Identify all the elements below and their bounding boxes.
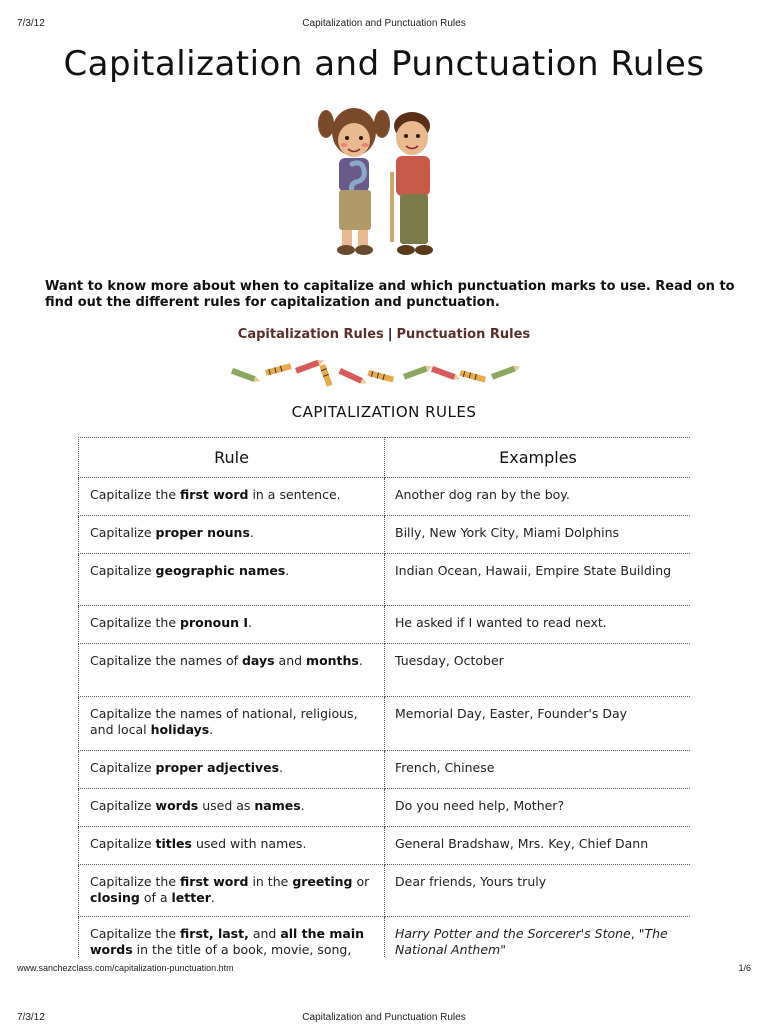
cell-text: . [285, 563, 290, 578]
cell-text: Capitalize [90, 525, 156, 540]
cell-text: used as [198, 798, 255, 813]
cell-text: Capitalize the [90, 926, 181, 941]
cell-text: . [300, 798, 305, 813]
link-separator: | [387, 327, 393, 342]
cell-text: Capitalize [90, 798, 156, 813]
rule-cell [79, 478, 385, 516]
cell-text: in the title of a book, movie, song, [132, 942, 352, 957]
cell-text: in a sentence. [248, 487, 341, 502]
cell-text: Do you need help, Mother? [395, 798, 565, 813]
table-row [79, 606, 692, 644]
cell-text: Capitalize the names of [90, 653, 242, 668]
bold-term: geographic names [155, 563, 286, 578]
examples-column-header: Examples [385, 438, 692, 478]
table-row [79, 644, 692, 697]
cell-text: . [249, 525, 254, 540]
table-row [79, 516, 692, 554]
bold-term: titles [155, 836, 192, 851]
example-cell [385, 827, 692, 865]
cell-text: in the [248, 874, 293, 889]
table-row [79, 697, 692, 751]
italic-title: Harry Potter and the Sorcerer's Stone [395, 926, 631, 941]
cell-text: Another dog ran by the boy. [395, 487, 570, 502]
cell-text: Capitalize the names of national, religious, and local [90, 706, 358, 737]
bold-term: days [241, 653, 275, 668]
next-page-header [0, 1012, 768, 1024]
cell-text: , [630, 926, 639, 941]
bold-term: months [306, 653, 359, 668]
example-cell [385, 606, 692, 644]
table-body [79, 478, 692, 959]
cell-text: or [352, 874, 370, 889]
page-title: Capitalization and Punctuation Rules [63, 44, 705, 84]
cell-text: Memorial Day, Easter, Founder's Day [395, 706, 628, 721]
cell-text: He asked if I wanted to read next. [395, 615, 607, 630]
example-cell [385, 516, 692, 554]
example-cell [385, 865, 692, 917]
cell-text: Billy, New York City, Miami Dolphins [395, 525, 620, 540]
table-header-row [79, 438, 692, 478]
page-number: 1/6 [738, 963, 751, 973]
next-print-date: 7/3/12 [17, 1012, 45, 1023]
example-cell [385, 789, 692, 827]
bold-term: all the main words [90, 926, 365, 957]
table-row [79, 554, 692, 606]
bold-term: first word [180, 874, 249, 889]
cell-text: General Bradshaw, Mrs. Key, Chief Dann [395, 836, 649, 851]
cell-text: . [248, 615, 252, 630]
bold-term: closing [90, 890, 140, 905]
cell-text: French, Chinese [395, 760, 495, 775]
rule-cell [79, 554, 385, 606]
cell-text: . [279, 760, 284, 775]
bold-term: names [254, 798, 301, 813]
example-cell [385, 478, 692, 516]
bold-term: proper adjectives [155, 760, 280, 775]
cell-text: Capitalize the [90, 615, 181, 630]
rule-cell [79, 827, 385, 865]
cell-text: Capitalize the [90, 874, 181, 889]
print-footer [0, 963, 768, 977]
rule-cell [79, 917, 385, 959]
bold-term: holidays [150, 722, 210, 737]
punctuation-rules-link[interactable]: Punctuation Rules [396, 327, 531, 342]
table-row [79, 827, 692, 865]
example-cell [385, 644, 692, 697]
cell-text: Dear friends, Yours truly [395, 874, 547, 889]
cell-text: Capitalize [90, 563, 156, 578]
capitalization-rules-link[interactable]: Capitalization Rules [237, 327, 384, 342]
bold-term: proper nouns [155, 525, 250, 540]
bold-term: letter [171, 890, 211, 905]
cell-text: used with names. [191, 836, 307, 851]
bold-term: first word [180, 487, 249, 502]
bold-term: greeting [292, 874, 353, 889]
section-links [0, 327, 768, 342]
cell-text: and [274, 653, 307, 668]
cell-text: Capitalize [90, 760, 156, 775]
rule-cell [79, 865, 385, 917]
cell-text: . [358, 653, 363, 668]
rule-cell [79, 644, 385, 697]
example-cell [385, 917, 692, 959]
cell-text: Capitalize the [90, 487, 181, 502]
two-kids-illustration [312, 102, 448, 268]
cell-text: Tuesday, October [395, 653, 504, 668]
rule-cell [79, 751, 385, 789]
table-row [79, 917, 692, 959]
next-print-title: Capitalization and Punctuation Rules [302, 1012, 466, 1023]
rules-table-container [78, 437, 691, 958]
example-cell [385, 554, 692, 606]
table-row [79, 478, 692, 516]
italic-title: "The National Anthem" [395, 926, 668, 957]
print-date: 7/3/12 [17, 18, 45, 29]
rule-cell [79, 606, 385, 644]
page-url: www.sanchezclass.com/capitalization-punctuation.htm [17, 963, 234, 973]
cell-text: of a [139, 890, 172, 905]
capitalization-rules-table [78, 437, 691, 958]
example-cell [385, 751, 692, 789]
bold-term: first, last, [180, 926, 249, 941]
intro-text: Want to know more about when to capitalize and which punctuation marks to use. Read on to find out the different rules for capitalization and punctuation. [45, 279, 735, 310]
pencils-divider [229, 360, 541, 390]
rule-column-header: Rule [79, 438, 385, 478]
table-row [79, 751, 692, 789]
bold-term: words [155, 798, 199, 813]
rule-cell [79, 516, 385, 554]
table-row [79, 865, 692, 917]
cell-text: . [210, 890, 215, 905]
cell-text: . [209, 722, 214, 737]
cell-text: Capitalize [90, 836, 156, 851]
example-cell [385, 697, 692, 751]
cell-text: and [248, 926, 281, 941]
bold-term: pronoun I [180, 615, 249, 630]
print-title: Capitalization and Punctuation Rules [302, 18, 466, 29]
section-heading: CAPITALIZATION RULES [291, 403, 477, 421]
print-header [0, 18, 768, 32]
rule-cell [79, 789, 385, 827]
cell-text: Indian Ocean, Hawaii, Empire State Building [395, 563, 672, 578]
rule-cell [79, 697, 385, 751]
table-row [79, 789, 692, 827]
